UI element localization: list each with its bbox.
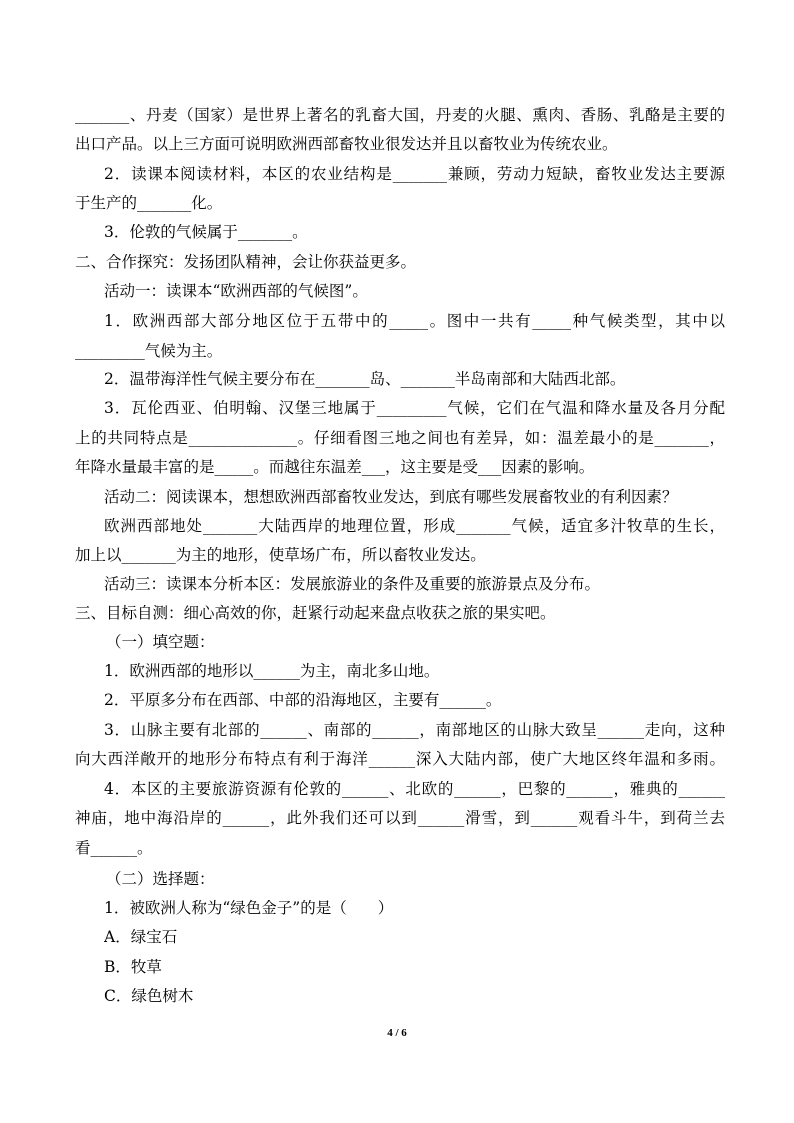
subsection-heading: （二）选择题： xyxy=(106,870,215,888)
text-line: 3．瓦伦西亚、伯明翰、汉堡三地属于_________气候，它们在气温和降水量及各月分配 xyxy=(104,399,725,417)
text-line: 出口产品。以上三方面可说明欧洲西部畜牧业很发达并且以畜牧业为传统农业。 xyxy=(75,135,618,153)
text-line: 神庙，地中海沿岸的______，此外我们还可以到______滑雪，到______观看斗牛，到荷兰去 xyxy=(75,809,725,827)
text-line: 加上以_______为主的地形，使草场广布，所以畜牧业发达。 xyxy=(75,546,486,564)
text-line: 上的共同特点是______________。仔细看图三地之间也有差异，如：温差最小的是_______， xyxy=(75,429,725,447)
text-line: 于生产的_______化。 xyxy=(75,194,223,212)
section-heading: 二、合作探究：发扬团队精神，会让你获益更多。 xyxy=(75,253,417,271)
text-line: 1．欧洲西部大部分地区位于五带中的_____。图中一共有_____种气候类型，其中以 xyxy=(104,312,725,330)
text-line: 欧洲西部地处_______大陆西岸的地理位置，形成_______气候，适宜多汁牧草的生长， xyxy=(104,517,725,535)
text-line: 2．温带海洋性气候主要分布在_______岛、_______半岛南部和大陆西北部。 xyxy=(104,370,626,388)
text-line: 2．平原多分布在西部、中部的沿海地区，主要有______。 xyxy=(104,691,502,709)
answer-option: B．牧草 xyxy=(104,958,162,976)
text-line: 年降水量最丰富的是_____。而越往东温差___，这主要是受___因素的影响。 xyxy=(75,458,595,476)
section-heading: 三、目标自测：细心高效的你，赶紧行动起来盘点收获之旅的果实吧。 xyxy=(75,604,556,622)
activity-heading: 活动一：读课本“欧洲西部的气候图”。 xyxy=(104,282,368,300)
activity-heading: 活动三：读课本分析本区：发展旅游业的条件及重要的旅游景点及分布。 xyxy=(104,575,601,593)
answer-option: A．绿宝石 xyxy=(104,928,178,946)
text-line: 3．伦敦的气候属于_______。 xyxy=(104,223,308,241)
text-line: 4．本区的主要旅游资源有伦敦的______、北欧的______，巴黎的______，雅典的______ xyxy=(104,780,725,798)
text-line: 3．山脉主要有北部的______、南部的______，南部地区的山脉大致呈______走向，这种 xyxy=(104,721,725,739)
text-line: 2．读课本阅读材料，本区的农业结构是_______兼顾，劳动力短缺，畜牧业发达主要源 xyxy=(104,165,725,183)
text-line: _______、丹麦（国家）是世界上著名的乳畜大国，丹麦的火腿、熏肉、香肠、乳酪是主要的 xyxy=(75,106,725,124)
text-line: _________气候为主。 xyxy=(75,342,223,360)
activity-heading: 活动二：阅读课本，想想欧洲西部畜牧业发达，到底有哪些发展畜牧业的有利因素？ xyxy=(104,488,678,506)
answer-option: C．绿色树木 xyxy=(104,987,194,1005)
subsection-heading: （一）填空题： xyxy=(106,633,215,651)
question-text: 1．被欧洲人称为“绿色金子”的是（ ） xyxy=(104,899,394,917)
page-number: 4 / 6 xyxy=(387,1027,407,1039)
text-line: 向大西洋敞开的地形分布特点有利于海洋______深入大陆内部，使广大地区终年温和多雨。 xyxy=(75,750,725,768)
text-line: 1．欧洲西部的地形以______为主，南北多山地。 xyxy=(104,662,440,680)
text-line: 看______。 xyxy=(75,839,153,857)
